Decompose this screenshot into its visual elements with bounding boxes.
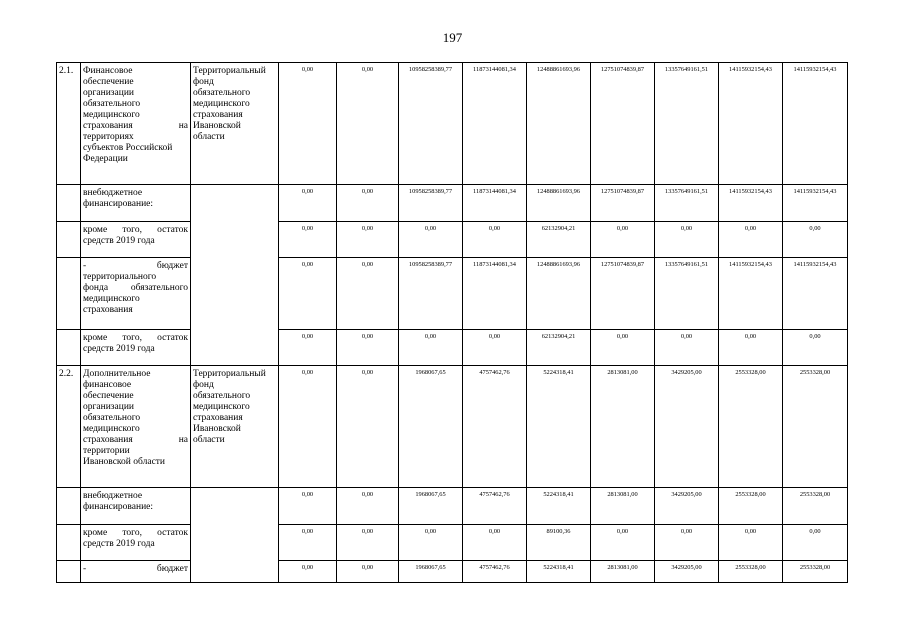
row-index (57, 488, 81, 525)
value-cell: 0,00 (719, 330, 783, 366)
value-cell: 14115932154,43 (783, 258, 848, 330)
row-description: внебюджетное финансирование: (81, 185, 191, 222)
row-responsible: Территориальный фонд обязательного медицинского страхования Ивановской области (191, 63, 279, 185)
row-description: Финансовое обеспечение организации обязательного медицинского страхования на территориях субъектов Российской Федерации (81, 63, 191, 185)
value-cell: 5224318,41 (527, 561, 591, 583)
value-cell: 14115932154,43 (783, 63, 848, 185)
value-cell: 1968067,65 (399, 488, 463, 525)
row-index (57, 561, 81, 583)
value-cell: 4757462,76 (463, 561, 527, 583)
value-cell: 3429205,00 (655, 561, 719, 583)
value-cell: 12751074839,87 (591, 63, 655, 185)
table-row (57, 366, 848, 488)
value-cell: 89100,36 (527, 525, 591, 561)
value-cell: 0,00 (463, 222, 527, 258)
value-cell: 2553328,00 (719, 488, 783, 525)
value-cell: 0,00 (399, 222, 463, 258)
value-cell: 0,00 (655, 222, 719, 258)
value-cell: 13357649161,51 (655, 185, 719, 222)
value-cell: 2553328,00 (719, 366, 783, 488)
value-cell: 2553328,00 (783, 488, 848, 525)
row-index (57, 330, 81, 366)
value-cell: 0,00 (591, 222, 655, 258)
row-description: - бюджет территориального фонда обязательного медицинского страхования (81, 258, 191, 330)
value-cell: 12488861693,96 (527, 258, 591, 330)
value-cell: 0,00 (337, 63, 399, 185)
value-cell: 5224318,41 (527, 488, 591, 525)
value-cell: 5224318,41 (527, 366, 591, 488)
row-responsible (191, 488, 279, 583)
row-index (57, 222, 81, 258)
table-row (57, 488, 848, 525)
value-cell: 4757462,76 (463, 366, 527, 488)
value-cell: 0,00 (279, 366, 337, 488)
value-cell: 0,00 (337, 222, 399, 258)
value-cell: 12488861693,96 (527, 185, 591, 222)
value-cell: 0,00 (399, 330, 463, 366)
value-cell: 0,00 (655, 525, 719, 561)
value-cell: 0,00 (337, 330, 399, 366)
row-responsible: Территориальный фонд обязательного медицинского страхования Ивановской области (191, 366, 279, 488)
value-cell: 4757462,76 (463, 488, 527, 525)
value-cell: 0,00 (337, 366, 399, 488)
table-row (57, 561, 848, 583)
value-cell: 10958258389,77 (399, 258, 463, 330)
value-cell: 0,00 (337, 258, 399, 330)
row-description: - бюджет (81, 561, 191, 583)
value-cell: 0,00 (463, 330, 527, 366)
value-cell: 0,00 (591, 525, 655, 561)
value-cell: 3429205,00 (655, 488, 719, 525)
value-cell: 12751074839,87 (591, 258, 655, 330)
value-cell: 2553328,00 (783, 561, 848, 583)
table-row (57, 330, 848, 366)
value-cell: 1968067,65 (399, 366, 463, 488)
value-cell: 0,00 (279, 525, 337, 561)
value-cell: 0,00 (337, 525, 399, 561)
value-cell: 2813081,00 (591, 488, 655, 525)
table-row (57, 258, 848, 330)
value-cell: 2813081,00 (591, 366, 655, 488)
row-index: 2.1. (57, 63, 81, 185)
budget-table (56, 62, 848, 583)
value-cell: 11873144081,34 (463, 185, 527, 222)
row-index (57, 525, 81, 561)
table-row (57, 63, 848, 185)
value-cell: 0,00 (399, 525, 463, 561)
value-cell: 13357649161,51 (655, 258, 719, 330)
row-description: Дополнительное финансовое обеспечение организации обязательного медицинского страхования на территории Ивановской области (81, 366, 191, 488)
table-row (57, 185, 848, 222)
value-cell: 0,00 (783, 330, 848, 366)
value-cell: 10958258389,77 (399, 63, 463, 185)
row-index: 2.2. (57, 366, 81, 488)
value-cell: 0,00 (279, 222, 337, 258)
value-cell: 0,00 (463, 525, 527, 561)
row-description: кроме того, остаток средств 2019 года (81, 222, 191, 258)
value-cell: 0,00 (279, 561, 337, 583)
row-description: внебюджетное финансирование: (81, 488, 191, 525)
value-cell: 0,00 (279, 330, 337, 366)
value-cell: 62132904,21 (527, 222, 591, 258)
table-row (57, 525, 848, 561)
row-responsible (191, 185, 279, 366)
row-description: кроме того, остаток средств 2019 года (81, 525, 191, 561)
row-index (57, 185, 81, 222)
value-cell: 0,00 (655, 330, 719, 366)
value-cell: 1968067,65 (399, 561, 463, 583)
table-row (57, 222, 848, 258)
value-cell: 62132904,21 (527, 330, 591, 366)
value-cell: 14115932154,43 (719, 258, 783, 330)
value-cell: 0,00 (719, 222, 783, 258)
value-cell: 0,00 (337, 488, 399, 525)
value-cell: 0,00 (279, 488, 337, 525)
value-cell: 0,00 (337, 561, 399, 583)
value-cell: 2553328,00 (719, 561, 783, 583)
value-cell: 0,00 (279, 258, 337, 330)
value-cell: 14115932154,43 (783, 185, 848, 222)
value-cell: 0,00 (783, 525, 848, 561)
value-cell: 14115932154,43 (719, 185, 783, 222)
value-cell: 10958258389,77 (399, 185, 463, 222)
value-cell: 2813081,00 (591, 561, 655, 583)
page-number: 197 (442, 30, 463, 45)
value-cell: 0,00 (337, 185, 399, 222)
row-index (57, 258, 81, 330)
value-cell: 0,00 (279, 63, 337, 185)
value-cell: 14115932154,43 (719, 63, 783, 185)
value-cell: 0,00 (279, 185, 337, 222)
value-cell: 12488861693,96 (527, 63, 591, 185)
value-cell: 0,00 (783, 222, 848, 258)
value-cell: 0,00 (591, 330, 655, 366)
value-cell: 12751074839,87 (591, 185, 655, 222)
value-cell: 3429205,00 (655, 366, 719, 488)
value-cell: 0,00 (719, 525, 783, 561)
value-cell: 11873144081,34 (463, 258, 527, 330)
value-cell: 13357649161,51 (655, 63, 719, 185)
row-description: кроме того, остаток средств 2019 года (81, 330, 191, 366)
value-cell: 2553328,00 (783, 366, 848, 488)
value-cell: 11873144081,34 (463, 63, 527, 185)
